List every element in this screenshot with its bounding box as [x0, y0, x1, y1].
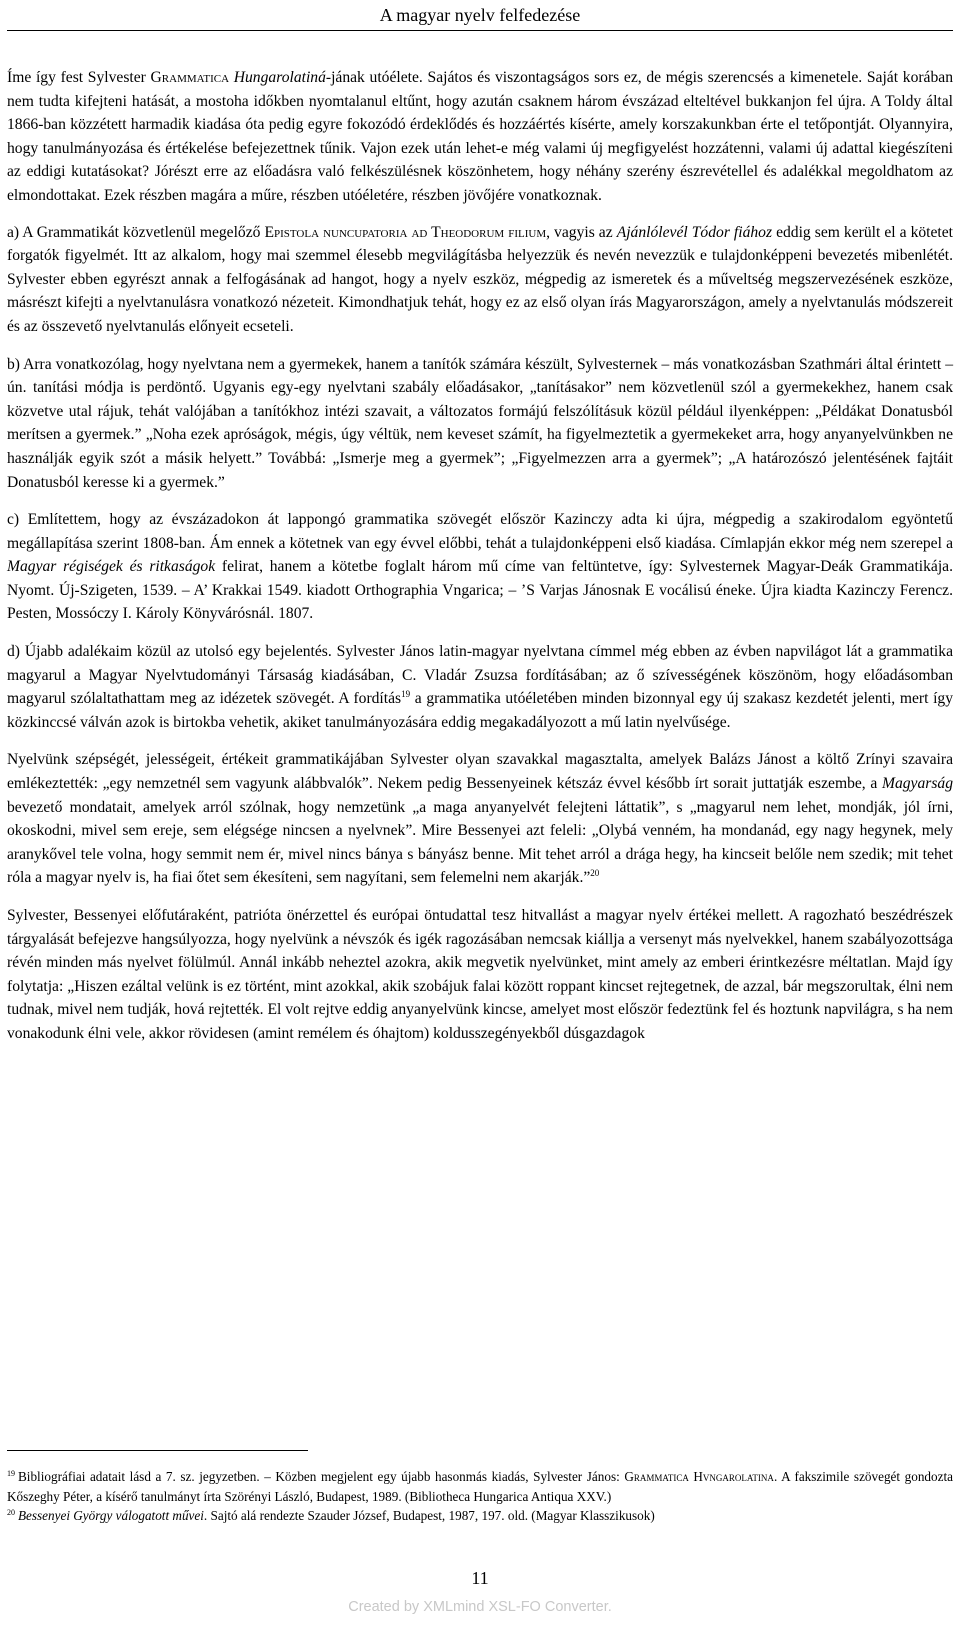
footnote-20-text-b: . Sajtó alá rendezte Szauder József, Budapest, 1987, 197. old. (Magyar Klasszikusok) — [203, 1508, 655, 1523]
footnote-19 — [7, 1467, 953, 1506]
p4-text-a: c) Említettem, hogy az évszázadokon át lappongó grammatika szövegét először Kazinczy adta ki újra, mégpedig a szakirodalom egyöntetű megállapítása szerint 1808-ban. Ám ennek a kötetnek van egy évvel előbbi, tehát a tulajdonképpeni első kiadása. Címlapján ekkor még nem szerepel a — [7, 511, 953, 552]
paragraph-6 — [7, 748, 953, 890]
paragraph-7 — [7, 904, 953, 1046]
p5-text-a: d) Újabb adalékaim közül az utolsó egy bejelentés. Sylvester János latin-magyar nyelvtana címmel még ebben az évben napvilágot lát a grammatika magyarul a Magyar Nyelvtudományi Társaság kiadásában, C. Vladár Zsuzsa fordításában; az ő szívességének köszönöm, hogy előadásomban magyarul szólaltathattam meg az idézetek szövegét. A fordítás — [7, 643, 953, 708]
header-title: A magyar nyelv felfedezése — [379, 5, 581, 25]
footnote-separator — [7, 1450, 308, 1451]
footnote-19-text-a: Bibliográfiai adatait lásd a 7. sz. jegyzetben. – Közben megjelent egy újabb hasonmás kiadás, Sylvester János: — [18, 1469, 625, 1484]
paragraph-a — [7, 221, 953, 339]
footer-prefix: Created by — [348, 1599, 424, 1615]
body-text — [7, 66, 953, 1060]
p1-text-a: Íme így fest Sylvester — [7, 69, 151, 86]
paragraph-1 — [7, 66, 953, 208]
p3-text: b) Arra vonatkozólag, hogy nyelvtana nem a gyermekek, hanem a tanítók számára készült, Sylvesternek – más vonatkozásban Szathmári által érintett – ún. tanítási módja is perdöntő. Ugyanis egy-egy nyelvtani szabály előadásakor, „tanításakor” nem közvetlenül szól a gyermekekhez, hanem csak közvetve utal rájuk, tehát valójában a tanítókhoz intézi szavait, a változatos formájú felszólításuk közül például ilyenképpen: „Példákat Donatusból merítsen a gyermek.” „Noha ezek apróságok, mégis, úgy véltük, nem keveset számít, ha figyelmeztetik a gyermekeket arra, hogy anyanyelvünkben ne használják egyik szót a másik helyett.” Továbbá: „Ismerje meg a gyermek”; „Figyelmezzen arra a gyermek”; „A határozószó jelentésének fajtáit Donatusból keresse ki a gyermek.” — [7, 355, 953, 491]
footnotes — [7, 1467, 953, 1526]
footnote-20-title: Bessenyei György válogatott művei — [18, 1508, 204, 1523]
footer-brand-link[interactable]: XMLmind XSL-FO Converter — [423, 1599, 608, 1615]
p2-text-c: , vagyis az — [546, 223, 617, 241]
paragraph-d — [7, 640, 953, 734]
running-header — [0, 0, 960, 27]
footer-credit — [0, 1597, 960, 1617]
p6-magyarsag: Magyarság — [881, 775, 953, 793]
footnote-19-number: 19 — [7, 1468, 15, 1478]
p1-hungarolatina: Hungarolatiná — [229, 69, 326, 86]
p6-text-a: Nyelvünk szépségét, jelességeit, értékeit grammatikájában Sylvester olyan szavakkal magasztalta, amelyek Balázs Jánost a költő Zrínyi szavaira emlékeztették: „egy nemzetnél sem vagyunk alábbvalók”. Nekem pedig Bessenyeinek kétszáz évvel később írt sorait juttatják eszembe, a — [7, 751, 953, 793]
footnote-19-title: Grammatica Hvngarolatina — [624, 1469, 774, 1484]
p2-text-e: eddig sem került el a kötetet forgatók figyelmét. Itt az alkalom, hogy mai szemmel élesebb megvilágításba helyezzük és nevén nevezzük e tulajdonképpeni bevezetés mibenlétét. Sylvester ebben egyrészt annak a felfogásának ad hangot, hogy a nyelv eszköz, mégpedig az ismeretek és a műveltség megszervezésének eszköze, másrészt kifejti a nyelvtanulásra vonatkozó nézeteit. Kimondhatjuk tehát, hogy ez az első olyan írás Magyarországon, amely a nyelvtanulás módszereit és az összevető nyelvtanulás előnyeit ecseteli. — [7, 223, 954, 335]
p4-magyar-regisegek: Magyar régiségek és ritkaságok — [7, 558, 216, 576]
p4-text-c: felirat, hanem a kötetbe foglalt három mű címe van feltüntetve, így: Sylvesternek Magyar-Deák Grammatikája. Nyomt. Új-Szigeten, 1539. – A’ Krakkai 1549. kiadott Orthographia Vngarica; – ’S Varjas Jánosnak E vocálisú éneke. Újra kiadta Kazinczy Ferencz. Pesten, Mossóczy I. Károly Könyvárósnál. 1807. — [7, 558, 954, 623]
paragraph-b — [7, 353, 953, 495]
footnote-ref-19[interactable]: 19 — [401, 689, 411, 700]
p5-text-b: a grammatika utóéletében minden bizonnyal egy új szakasz kezdetét jelenti, mert így közkinccsé válván azok is birtokba vehetik, akiket tanulmányozására eddig megakadályozott a mű latin nyelvűsége. — [7, 690, 953, 731]
header-rule — [7, 30, 953, 31]
footnote-19-text-c: . A fakszimile szövegét gondozta Kőszeghy Péter, a kísérő tanulmányt írta Szörényi László, Budapest, 1989. (Bibliotheca Hungarica Antiqua XXV.) — [7, 1469, 953, 1504]
footnote-ref-20[interactable]: 20 — [590, 868, 600, 879]
footnote-20-number: 20 — [7, 1507, 15, 1517]
p2-epistola: Epistola nuncupatoria ad Theodorum filium — [264, 223, 547, 241]
footer-suffix: . — [607, 1599, 612, 1615]
page-number: 11 — [471, 1568, 489, 1588]
p1-text-d: -jának utóélete. Sajátos és viszontagságos sors ez, de mégis szerencsés a kimenetele. Saját korában nem tudta kifejteni hatását, a mostoha időkben nyomtalanul eltűnt, hogy azután csaknem három évszázad elteltével bukkanjon fel újra. A Toldy által 1866-ban közzétett harmadik kiadása óta pedig egyre fokozódó érdeklődés és hozzáértés kísérte, amely korszakunkban érte el tetőpontját. Olyannyira, hogy tanulmányozása és értékelése befejezettnek tűnik. Vajon ezek után lehet-e még valami új megfigyelést hozzátenni, valami új adattal kiegészíteni az eddigi kutatásokat? Jórészt erre az előadásra való felkészülésnek köszönhetem, hogy néhány szerény észrevétellel és adalékkal megoldhatom az elmondottakat. Ezek részben magára a műre, részben utóéletére, részben jövőjére vonatkoznak. — [7, 69, 953, 204]
p2-text-a: a) A Grammatikát közvetlenül megelőző — [7, 223, 265, 241]
footnote-20 — [7, 1506, 953, 1526]
p1-grammatica: Grammatica — [150, 69, 230, 86]
p6-text-c: bevezető mondatait, amelyek arról szólnak, hogy nemzetünk „a maga anyanyelvét felejteni láttatik”, s „magyarul nem lehet, mondják, jól írni, okoskodni, mivel sem ereje, sem elégsége nincsen a nyelvnek”. Mire Bessenyei azt feleli: „Olybá venném, ha mondanád, egy nagy hegynek, mely aranykővel tele volna, hogy semmit nem ér, mivel nincs bánya s bányász benne. Mit tehet arról a drága hegy, ha kincseit belőle nem szedik; mit tehet róla a magyar nyelv is, ha fiai őtet sem ékesíteni, sem nagyítani, sem felemelni nem akarják.” — [7, 798, 953, 887]
p7-text: Sylvester, Bessenyei előfutáraként, patrióta önérzettel és európai öntudattal tesz hitvallást a magyar nyelv értékei mellett. A ragozható beszédrészek tárgyalását befejezve hangsúlyozza, hogy nyelvünk a névszók és igék ragozásában nemcsak kiállja a versenyt más nyelvekkel, hanem szabályozottsága révén minden más nyelvet fölülmúl. Annál inkább neheztel azokra, akik megvetik nyelvünket, mint amely az emberi érintkezésre méltatlan. Majd így folytatja: „Hiszen ezáltal velünk is ez történt, mint azokkal, akik szobájuk falai között roppant kincset rejtegetnek, de azzal, bár megszorultak, élni nem tudnak, mivel nem tudják, hová rejtették. El volt rejtve eddig anyanyelvünk kincse, amelyet most először fedeztünk fel és hoztunk napvilágra, s ha nem vonakodunk élni vele, akkor rövidesen (amint remélem és óhajtom) koldusszegényekből dúsgazdagok — [7, 907, 953, 1042]
p2-ajanlolevel: Ajánlólevél Tódor fiához — [616, 223, 773, 241]
paragraph-c — [7, 508, 953, 626]
